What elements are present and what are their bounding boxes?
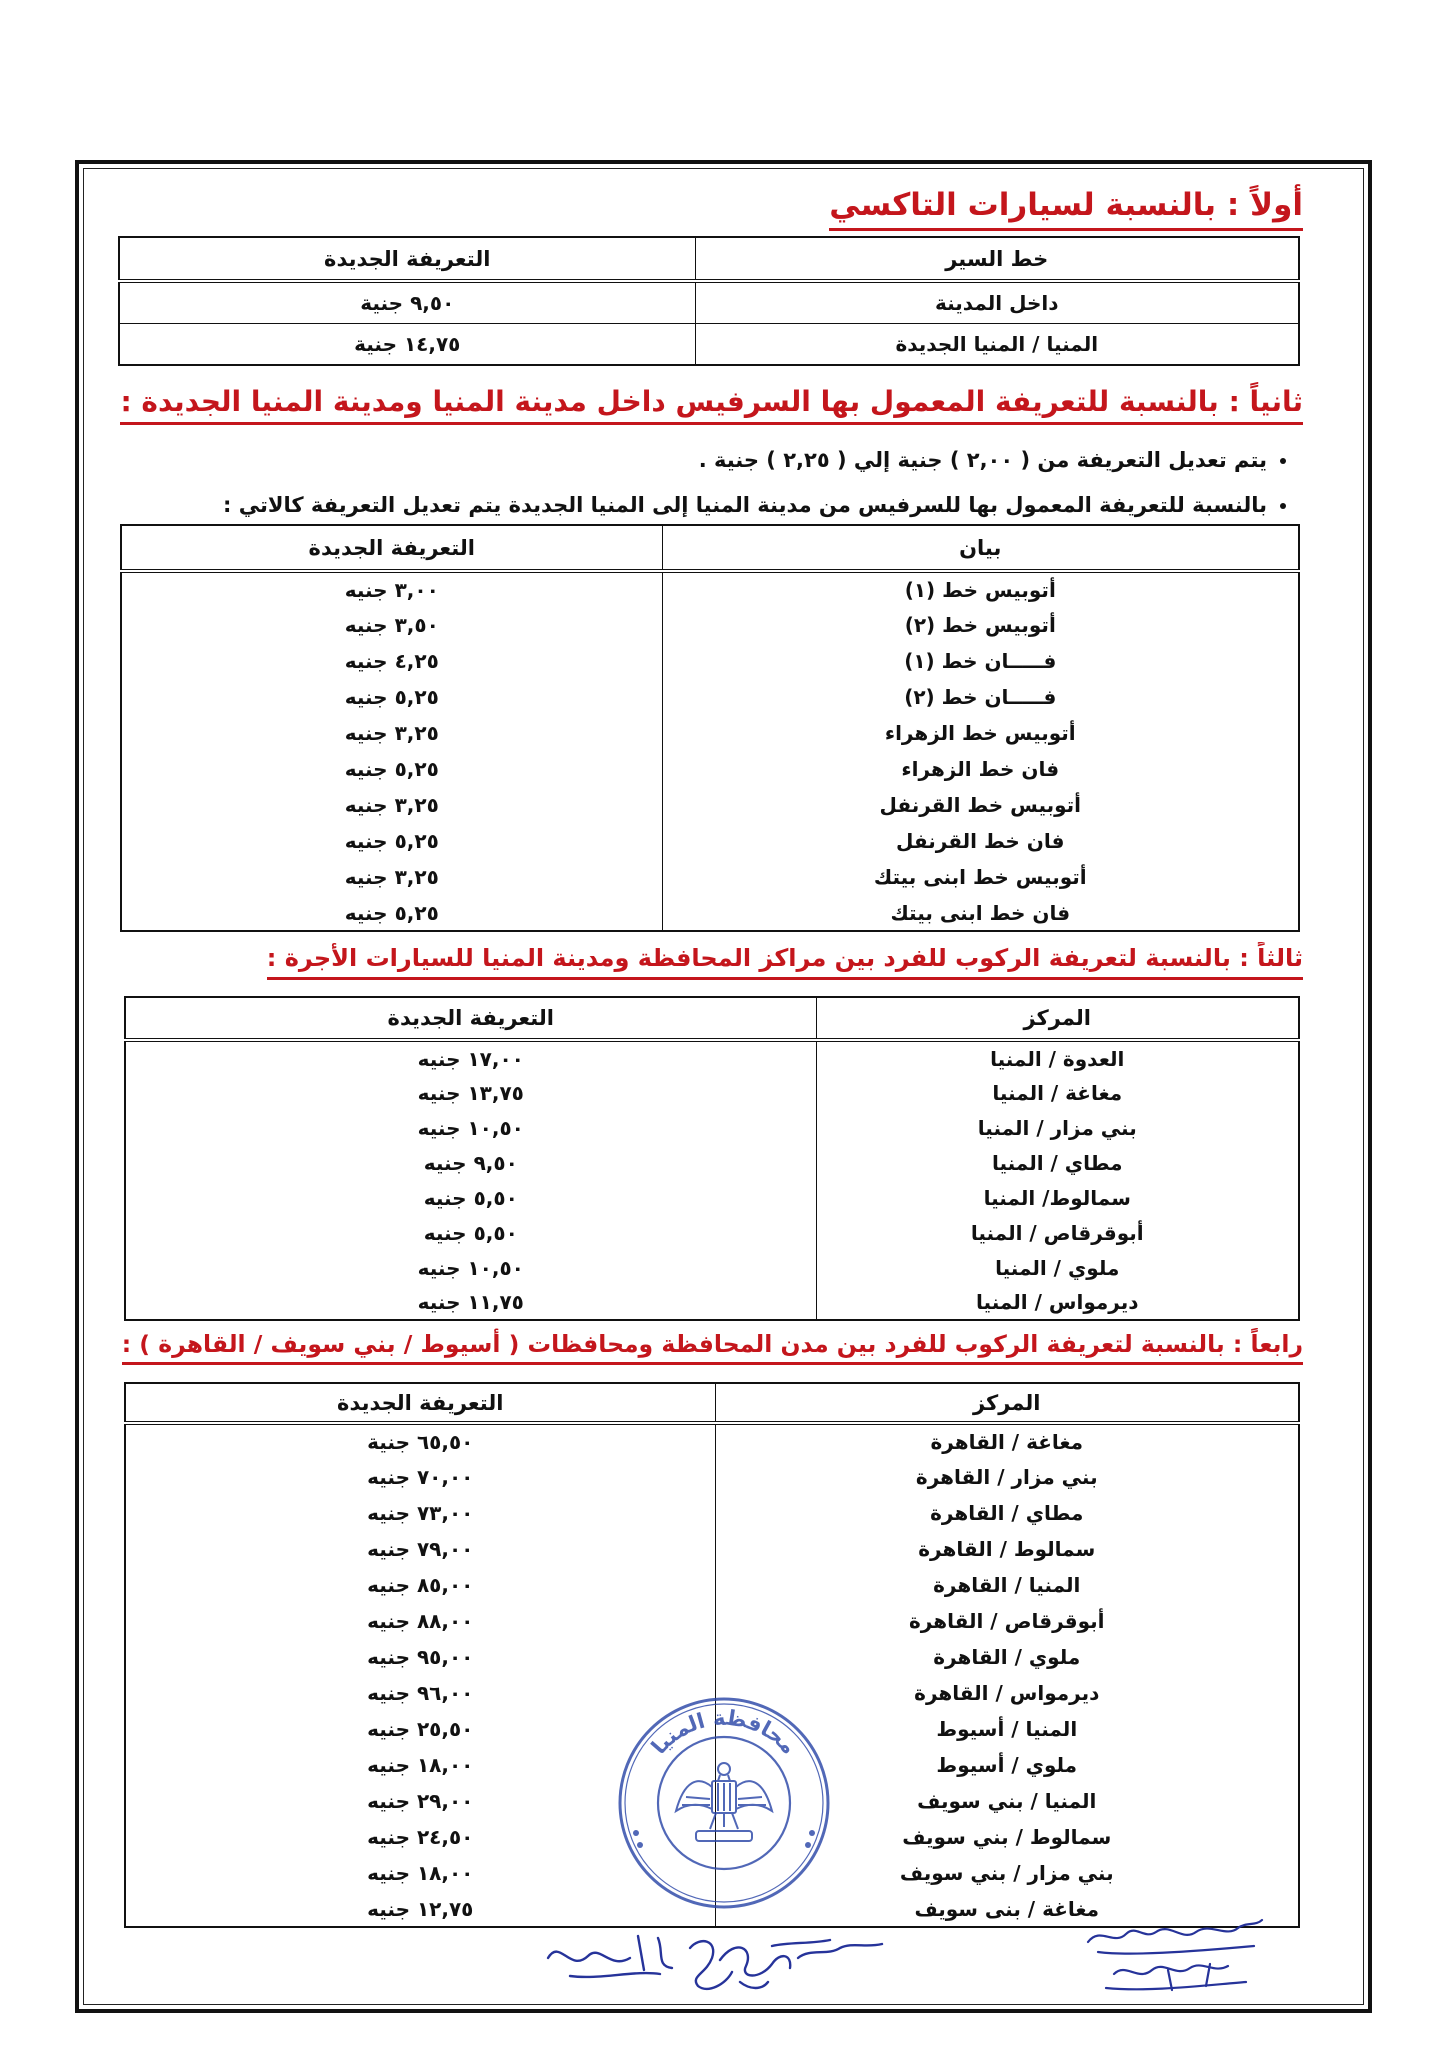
tariff-cell: ٩٥,٠٠ جنيه — [125, 1639, 715, 1675]
table-row — [125, 1495, 1299, 1531]
seal-text: محافظة المنيا — [646, 1705, 802, 1759]
table-row — [125, 1711, 1299, 1747]
center-cell: ملوي / القاهرة — [715, 1639, 1299, 1675]
table-row — [121, 643, 1299, 679]
table-row — [125, 1747, 1299, 1783]
line-label-cell: أتوبيس خط الزهراء — [662, 715, 1299, 751]
inter-governorate-tariff-table — [124, 1382, 1300, 1928]
section-2-heading — [106, 382, 1303, 425]
table-row — [125, 1567, 1299, 1603]
bullet-item: • يتم تعديل التعريفة من ( ٢,٠٠ ) جنية إلي ( ٢,٢٥ ) جنية . — [140, 438, 1267, 483]
table-row — [119, 281, 1299, 323]
table-row — [125, 1819, 1299, 1855]
line-label-cell: فـــــان خط (١) — [662, 643, 1299, 679]
tariff-cell: ٩,٥٠ جنيه — [125, 1145, 816, 1180]
route-cell: المنيا / المنيا الجديدة — [695, 323, 1299, 365]
table-row — [125, 1423, 1299, 1459]
center-cell: مغاغة / بنى سويف — [715, 1891, 1299, 1927]
table-row — [121, 715, 1299, 751]
tariff-cell: ١٤,٧٥ جنية — [119, 323, 695, 365]
table-row — [125, 1603, 1299, 1639]
center-column-header: المركز — [715, 1383, 1299, 1423]
table-row — [125, 1675, 1299, 1711]
center-cell: ملوي / المنيا — [816, 1250, 1299, 1285]
center-cell: ملوي / أسيوط — [715, 1747, 1299, 1783]
tariff-cell: ٧٩,٠٠ جنيه — [125, 1531, 715, 1567]
table-row — [121, 607, 1299, 643]
table-row — [125, 1250, 1299, 1285]
tariff-cell: ٢٩,٠٠ جنيه — [125, 1783, 715, 1819]
section-1-heading — [700, 184, 1303, 231]
route-column-header: خط السير — [695, 237, 1299, 281]
table-row — [121, 787, 1299, 823]
tariff-cell: ٥,٢٥ جنيه — [121, 823, 662, 859]
line-label-cell: أتوبيس خط (٢) — [662, 607, 1299, 643]
table-row — [121, 895, 1299, 931]
center-cell: سمالوط / القاهرة — [715, 1531, 1299, 1567]
line-label-cell: فان خط ابنى بيتك — [662, 895, 1299, 931]
table-row — [121, 859, 1299, 895]
table-row — [121, 571, 1299, 607]
tariff-cell: ١١,٧٥ جنيه — [125, 1285, 816, 1320]
tariff-cell: ٥,٢٥ جنيه — [121, 895, 662, 931]
center-cell: مغاغة / القاهرة — [715, 1423, 1299, 1459]
tariff-column-header: التعريفة الجديدة — [119, 237, 695, 281]
table-row — [125, 1180, 1299, 1215]
table-row — [125, 1783, 1299, 1819]
center-cell: بني مزار / بني سويف — [715, 1855, 1299, 1891]
tariff-cell: ٥,٢٥ جنيه — [121, 751, 662, 787]
tariff-cell: ٢٥,٥٠ جنيه — [125, 1711, 715, 1747]
center-cell: مطاي / المنيا — [816, 1145, 1299, 1180]
tariff-cell: ٧٣,٠٠ جنيه — [125, 1495, 715, 1531]
taxi-tariff-table — [118, 236, 1300, 366]
center-cell: أبوقرقاص / القاهرة — [715, 1603, 1299, 1639]
tariff-cell: ٣,٢٥ جنيه — [121, 715, 662, 751]
tariff-cell: ٧٠,٠٠ جنيه — [125, 1459, 715, 1495]
tariff-cell: ١٨,٠٠ جنيه — [125, 1855, 715, 1891]
line-label-cell: فان خط الزهراء — [662, 751, 1299, 787]
signature-right — [1078, 1912, 1268, 2000]
table-row — [125, 1459, 1299, 1495]
center-column-header: المركز — [816, 997, 1299, 1040]
tariff-cell: ١٢,٧٥ جنيه — [125, 1891, 715, 1927]
signature-left — [540, 1918, 890, 2000]
bullet-list — [140, 438, 1297, 528]
tariff-cell: ٩,٥٠ جنية — [119, 281, 695, 323]
section-2-heading-text: ثانياً : بالنسبة للتعريفة المعمول بها السرفيس داخل مدينة المنيا ومدينة المنيا الجديدة : — [120, 382, 1303, 425]
center-cell: سمالوط/ المنيا — [816, 1180, 1299, 1215]
table-row — [125, 1215, 1299, 1250]
tariff-cell: ٣,٠٠ جنيه — [121, 571, 662, 607]
tariff-cell: ٥,٥٠ جنيه — [125, 1180, 816, 1215]
tariff-column-header: التعريفة الجديدة — [125, 997, 816, 1040]
table-header-row — [119, 237, 1299, 281]
service-tariff-table — [120, 524, 1300, 932]
tariff-cell: ٩٦,٠٠ جنيه — [125, 1675, 715, 1711]
center-cell: مطاي / القاهرة — [715, 1495, 1299, 1531]
table-row — [121, 751, 1299, 787]
tariff-cell: ٥,٥٠ جنيه — [125, 1215, 816, 1250]
center-cell: بني مزار / المنيا — [816, 1110, 1299, 1145]
line-label-cell: فان خط القرنفل — [662, 823, 1299, 859]
tariff-cell: ٣,٢٥ جنيه — [121, 787, 662, 823]
tariff-column-header: التعريفة الجديدة — [121, 525, 662, 571]
tariff-cell: ٣,٢٥ جنيه — [121, 859, 662, 895]
tariff-cell: ٣,٥٠ جنيه — [121, 607, 662, 643]
table-row — [125, 1531, 1299, 1567]
center-cell: سمالوط / بني سويف — [715, 1819, 1299, 1855]
label-column-header: بيان — [662, 525, 1299, 571]
intercity-taxi-tariff-table — [124, 996, 1300, 1321]
tariff-cell: ٤,٢٥ جنيه — [121, 643, 662, 679]
table-row — [121, 679, 1299, 715]
tariff-cell: ٨٥,٠٠ جنيه — [125, 1567, 715, 1603]
section-3-heading-text: ثالثاً : بالنسبة لتعريفة الركوب للفرد بين مراكز المحافظة ومدينة المنيا للسيارات الأجرة : — [267, 942, 1303, 980]
table-row — [121, 823, 1299, 859]
center-cell: المنيا / القاهرة — [715, 1567, 1299, 1603]
center-cell: ديرمواس / المنيا — [816, 1285, 1299, 1320]
section-1-heading-text: أولاً : بالنسبة لسيارات التاكسي — [829, 184, 1303, 231]
tariff-cell: ٨٨,٠٠ جنيه — [125, 1603, 715, 1639]
table-row — [119, 323, 1299, 365]
center-cell: العدوة / المنيا — [816, 1040, 1299, 1075]
line-label-cell: فـــــان خط (٢) — [662, 679, 1299, 715]
route-cell: داخل المدينة — [695, 281, 1299, 323]
tariff-cell: ١٨,٠٠ جنيه — [125, 1747, 715, 1783]
table-row — [125, 1855, 1299, 1891]
tariff-cell: ١٠,٥٠ جنيه — [125, 1110, 816, 1145]
table-row — [125, 1040, 1299, 1075]
table-row — [125, 1075, 1299, 1110]
table-header-row — [125, 1383, 1299, 1423]
section-4-heading — [106, 1328, 1303, 1365]
center-cell: مغاغة / المنيا — [816, 1075, 1299, 1110]
table-row — [125, 1145, 1299, 1180]
line-label-cell: أتوبيس خط القرنفل — [662, 787, 1299, 823]
line-label-cell: أتوبيس خط (١) — [662, 571, 1299, 607]
table-header-row — [121, 525, 1299, 571]
center-cell: ديرمواس / القاهرة — [715, 1675, 1299, 1711]
tariff-cell: ٦٥,٥٠ جنية — [125, 1423, 715, 1459]
section-3-heading — [260, 942, 1303, 980]
section-4-heading-text: رابعاً : بالنسبة لتعريفة الركوب للفرد بين مدن المحافظة ومحافظات ( أسيوط / بني سويف / القاهرة ) : — [122, 1328, 1303, 1365]
center-cell: المنيا / أسيوط — [715, 1711, 1299, 1747]
tariff-cell: ١٧,٠٠ جنيه — [125, 1040, 816, 1075]
center-cell: المنيا / بني سويف — [715, 1783, 1299, 1819]
center-cell: بني مزار / القاهرة — [715, 1459, 1299, 1495]
tariff-cell: ٢٤,٥٠ جنيه — [125, 1819, 715, 1855]
line-label-cell: أتوبيس خط ابنى بيتك — [662, 859, 1299, 895]
table-row — [125, 1110, 1299, 1145]
center-cell: أبوقرقاص / المنيا — [816, 1215, 1299, 1250]
table-row — [125, 1639, 1299, 1675]
tariff-cell: ١٣,٧٥ جنيه — [125, 1075, 816, 1110]
table-header-row — [125, 997, 1299, 1040]
table-row — [125, 1285, 1299, 1320]
bullet-item: • بالنسبة للتعريفة المعمول بها للسرفيس من مدينة المنيا إلى المنيا الجديدة يتم تعديل التعريفة كالاتي : — [140, 483, 1267, 528]
tariff-column-header: التعريفة الجديدة — [125, 1383, 715, 1423]
tariff-cell: ٥,٢٥ جنيه — [121, 679, 662, 715]
tariff-cell: ١٠,٥٠ جنيه — [125, 1250, 816, 1285]
